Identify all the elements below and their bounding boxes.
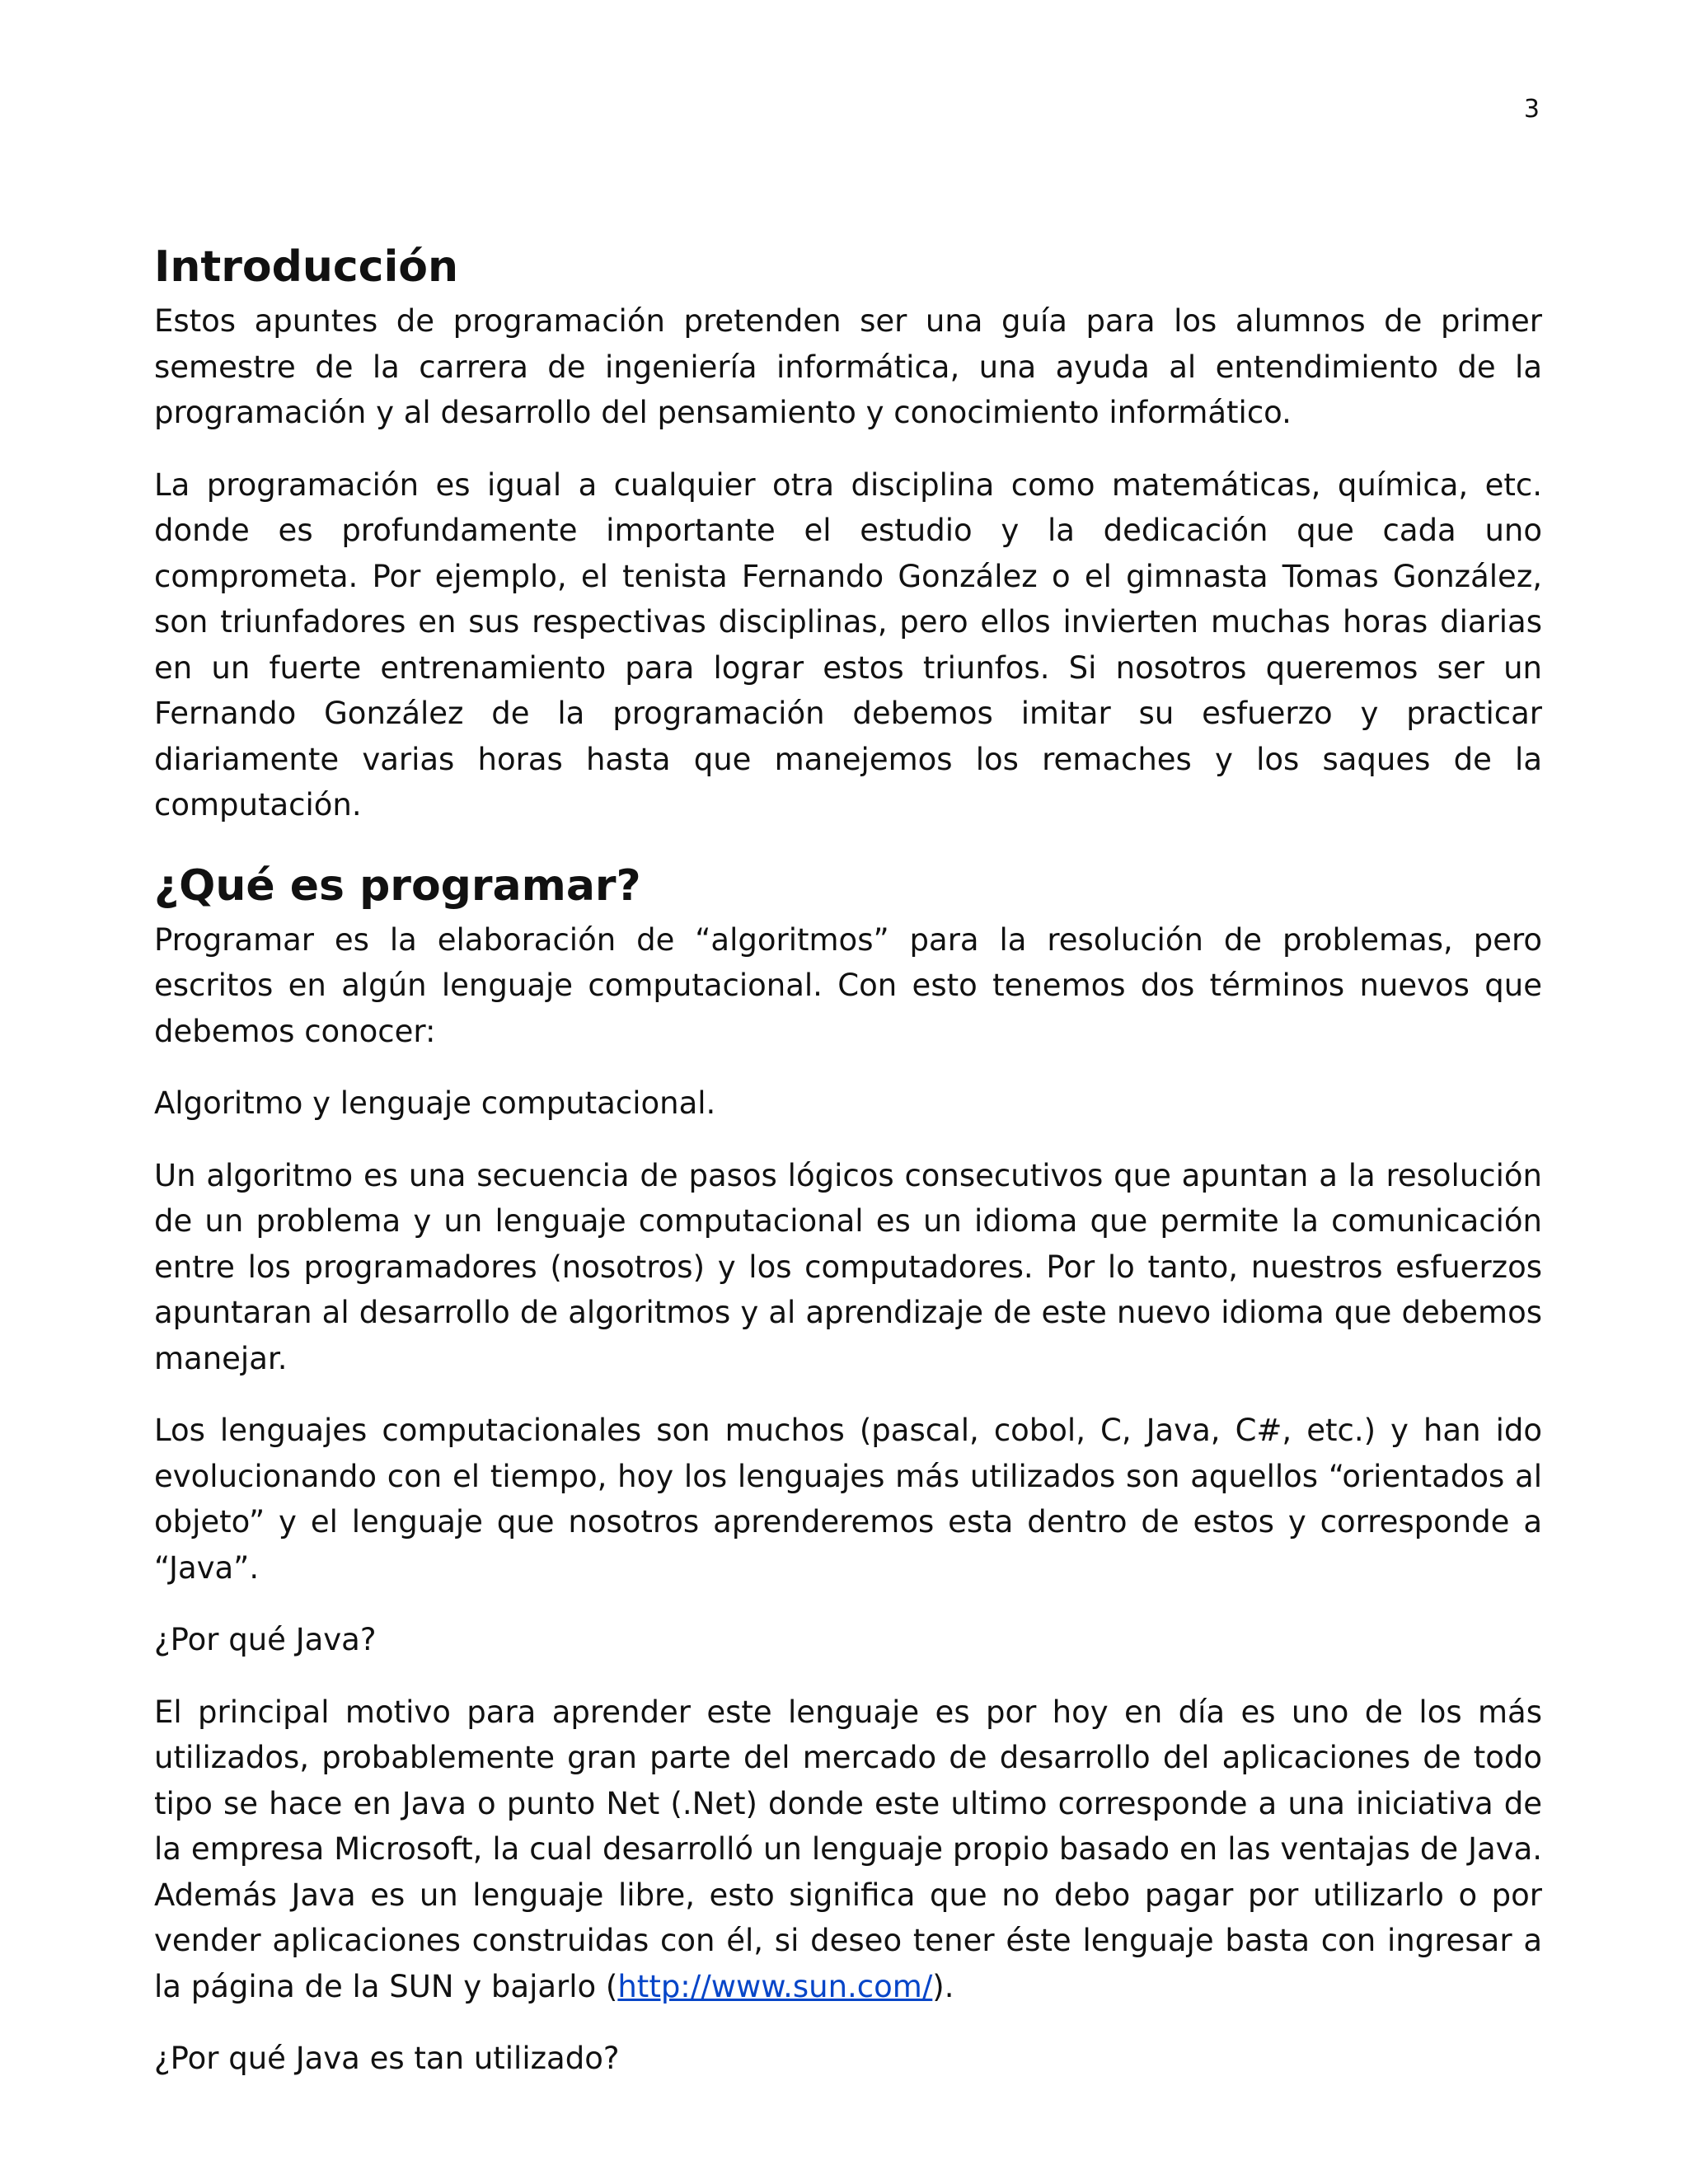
programar-paragraph-3: Un algoritmo es una secuencia de pasos lógicos consecutivos que apuntan a la resolución de un problema y un lenguaje computacional es un idioma que permite la comunicación entre los programadores (nosotros) y los computadores. Por lo tanto, nuestros esfuerzos apuntaran al desarrollo de algoritmos y al aprendizaje de este nuevo idioma que debemos manejar. [154,1157,1542,1376]
paragraph-5-end: ). [932,1968,954,2004]
intro-heading: Introducción [154,242,459,292]
question-por-que-java: ¿Por qué Java? [154,1622,377,1657]
intro-paragraph-1: Estos apuntes de programación pretenden ser una guía para los alumnos de primer semestre de la carrera de ingeniería informática, una ayuda al entendimiento de la programación y al desarrollo del pensamiento y conocimiento informático. [154,303,1542,430]
page-content [154,236,1542,2108]
paragraph-5-text: El principal motivo para aprender este lenguaje es por hoy en día es uno de los más utilizados, probablemente gran parte del mercado de desarrollo del aplicaciones de todo tipo se hace en Java o punto Net (.Net) donde este ultimo corresponde a una iniciativa de la empresa Microsoft, la cual desarrolló un lenguaje propio basado en las ventajas de Java. Además Java es un lenguaje libre, esto significa que no debo pagar por utilizarlo o por vender aplicaciones construidas con él, si deseo tener éste lenguaje basta con ingresar a la página de la SUN y bajarlo ( [154,1694,1542,2004]
intro-paragraph-2: La programación es igual a cualquier otra disciplina como matemáticas, química, etc. donde es profundamente importante el estudio y la dedicación que cada uno comprometa. Por ejemplo, el tenista Fernando González o el gimnasta Tomas González, son triunfadores en sus respectivas disciplinas, pero ellos invierten muchas horas diarias en un fuerte entrenamiento para lograr estos triunfos. Si nosotros queremos ser un Fernando González de la programación debemos imitar su esfuerzo y practicar diariamente varias horas hasta que manejemos los remaches y los saques de la computación. [154,466,1542,823]
sun-link[interactable]: http://www.sun.com/ [617,1968,933,2004]
programar-paragraph-5 [154,1690,1542,2010]
programar-heading: ¿Qué es programar? [154,860,641,911]
page-number: 3 [1523,95,1540,124]
question-por-que-java-utilizado: ¿Por qué Java es tan utilizado? [154,2041,620,2076]
programar-paragraph-2: Algoritmo y lenguaje computacional. [154,1085,716,1121]
programar-paragraph-4: Los lenguajes computacionales son muchos (pascal, cobol, C, Java, C#, etc.) y han ido evolucionando con el tiempo, hoy los lenguajes más utilizados son aquellos “orientados al objeto” y el lenguaje que nosotros aprenderemos esta dentro de estos y corresponde a “Java”. [154,1413,1542,1586]
programar-paragraph-1: Programar es la elaboración de “algoritmos” para la resolución de problemas, pero escritos en algún lenguaje computacional. Con esto tenemos dos términos nuevos que debemos conocer: [154,921,1542,1049]
